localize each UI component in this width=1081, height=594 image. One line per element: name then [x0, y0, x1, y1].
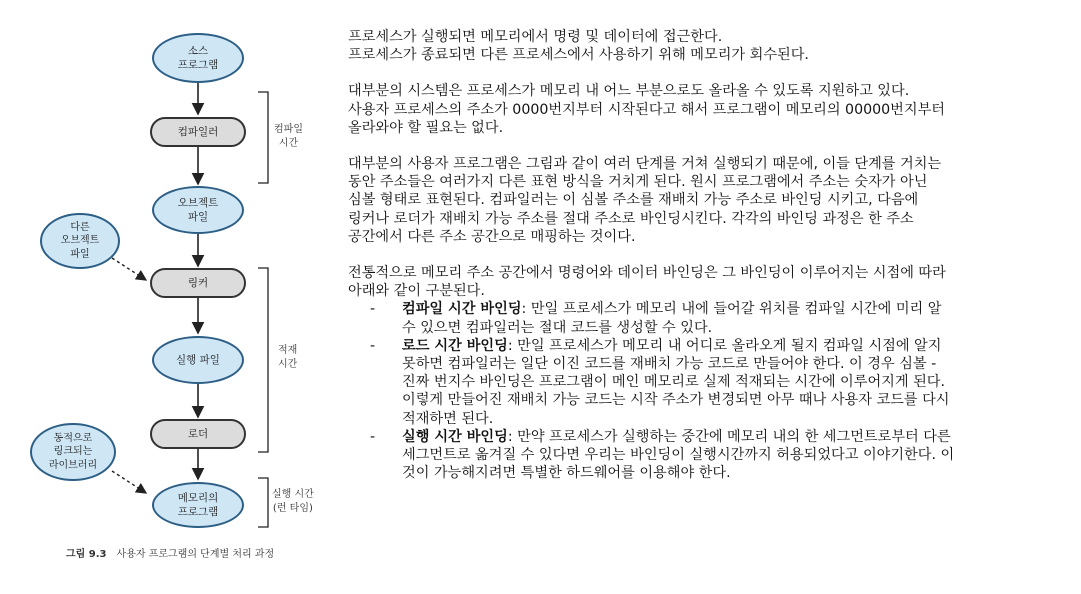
- figure-caption: [66, 545, 274, 560]
- list-item-compile-time-binding: [348, 300, 1070, 336]
- text-line: 심볼 형태로 표현된다. 컴파일러는 이 심볼 주소를 재배치 가능 주소로 바인딩 시키고, 다음에: [348, 192, 919, 209]
- text-line: 이렇게 만들어진 재배치 가능 코드는 시작 주소가 변경되면 아무 때나 사용자 코드를 다시: [402, 392, 950, 409]
- text-line: 올라와야 할 필요는 없다.: [348, 119, 504, 136]
- term-load-time-binding: 로드 시간 바인딩: [402, 337, 508, 354]
- text-line: 세그먼트로 옮겨질 수 있다면 우리는 바인딩이 실행시간까지 허용되었다고 이야기한다. 이: [402, 447, 955, 464]
- paragraph-4: [348, 264, 1070, 300]
- loader-node: 로더: [150, 419, 246, 449]
- bracket-load-time: [258, 268, 268, 452]
- text-line: 진짜 번지수 바인딩은 프로그램이 메인 메모리로 실제 적재되는 시간에 이루어지게 된다.: [402, 374, 945, 391]
- compiler-node: 컴파일러: [150, 117, 246, 147]
- text-line: 적재하면 된다.: [402, 410, 494, 427]
- paragraph-2: [348, 82, 1070, 137]
- text-line: 아래와 같이 구분된다.: [348, 283, 485, 300]
- executable-file-node: 실행 파일: [152, 336, 244, 384]
- text-line: 동안 주소들은 여러가지 다른 표현 방식을 거치게 된다. 원시 프로그램에서 주소는 숫자가 아닌: [348, 174, 928, 191]
- process-stages-diagram: [0, 0, 340, 594]
- object-file-node: 오브젝트 파일: [152, 186, 244, 234]
- list-dash: -: [370, 428, 376, 445]
- text-line: : 만일 프로세스가 메모리 내 어디로 올라오게 될지 컴파일 시점에 알지: [507, 337, 942, 354]
- list-dash: -: [370, 301, 376, 318]
- text-line: 프로세스가 종료되면 다른 프로세스에서 사용하기 위해 메모리가 회수된다.: [348, 47, 809, 64]
- paragraph-3: [348, 155, 1070, 246]
- text-line: 못하면 컴파일러는 일단 이진 코드를 재배치 가능 코드로 만들어야 한다. 이 경우 심볼 -: [402, 356, 937, 373]
- list-item-load-time-binding: [348, 337, 1070, 428]
- body-text: [348, 28, 1070, 482]
- arrow-dynlib-to-memory: [112, 471, 146, 493]
- text-line: 것이 가능해지려면 특별한 하드웨어를 이용해야 한다.: [402, 465, 731, 482]
- bracket-run-time: [258, 478, 268, 527]
- text-line: 링커나 로더가 재배치 가능 주소를 절대 주소로 바인딩시킨다. 각각의 바인딩 과정은 한 주소: [348, 210, 914, 227]
- term-compile-time-binding: 컴파일 시간 바인딩: [402, 301, 522, 318]
- list-item-run-time-binding: [348, 428, 1070, 483]
- term-run-time-binding: 실행 시간 바인딩: [402, 428, 508, 445]
- text-line: : 만일 프로세스가 메모리 내에 들어갈 위치를 컴파일 시간에 미리 알: [521, 301, 942, 318]
- bracket-compile-time: [258, 92, 268, 183]
- text-line: 사용자 프로세스의 주소가 0000번지부터 시작된다고 해서 프로그램이 메모리의 00000번지부터: [348, 101, 945, 118]
- program-in-memory-node: 메모리의 프로그램: [152, 482, 244, 528]
- figure-caption-text: 사용자 프로그램의 단계별 처리 과정: [116, 549, 275, 560]
- figure-number: 그림 9.3: [66, 549, 107, 560]
- other-object-file-node: 다른 오브젝트 파일: [40, 213, 120, 269]
- dynamic-library-node: 동적으로 링크되는 라이브러리: [30, 423, 116, 481]
- paragraph-1: [348, 28, 1070, 64]
- linker-node: 링커: [150, 268, 246, 298]
- binding-types-list: [348, 300, 1070, 482]
- compile-time-label: 컴파일 시간: [274, 124, 303, 149]
- text-line: 전통적으로 메모리 주소 공간에서 명령어와 데이터 바인딩은 그 바인딩이 이루어지는 시점에 따라: [348, 265, 946, 282]
- load-time-label: 적재 시간: [278, 345, 298, 370]
- text-line: 대부분의 사용자 프로그램은 그림과 같이 여러 단계를 거쳐 실행되기 때문에, 이들 단계를 거치는: [348, 156, 942, 173]
- text-line: 프로세스가 실행되면 메모리에서 명령 및 데이터에 접근한다.: [348, 29, 723, 45]
- text-line: 대부분의 시스템은 프로세스가 메모리 내 어느 부분으로도 올라올 수 있도록 지원하고 있다.: [348, 83, 910, 100]
- arrow-other-object-to-linker: [112, 258, 146, 280]
- source-program-node: 소스 프로그램: [152, 33, 244, 83]
- text-line: 공간에서 다른 주소 공간으로 매핑하는 것이다.: [348, 228, 636, 245]
- run-time-label: 실행 시간 (런 타임): [272, 489, 314, 514]
- text-line: : 만약 프로세스가 실행하는 중간에 메모리 내의 한 세그먼트로부터 다른: [507, 428, 951, 445]
- text-line: 수 있으면 컴파일러는 절대 코드를 생성할 수 있다.: [402, 319, 713, 336]
- list-dash: -: [370, 337, 376, 354]
